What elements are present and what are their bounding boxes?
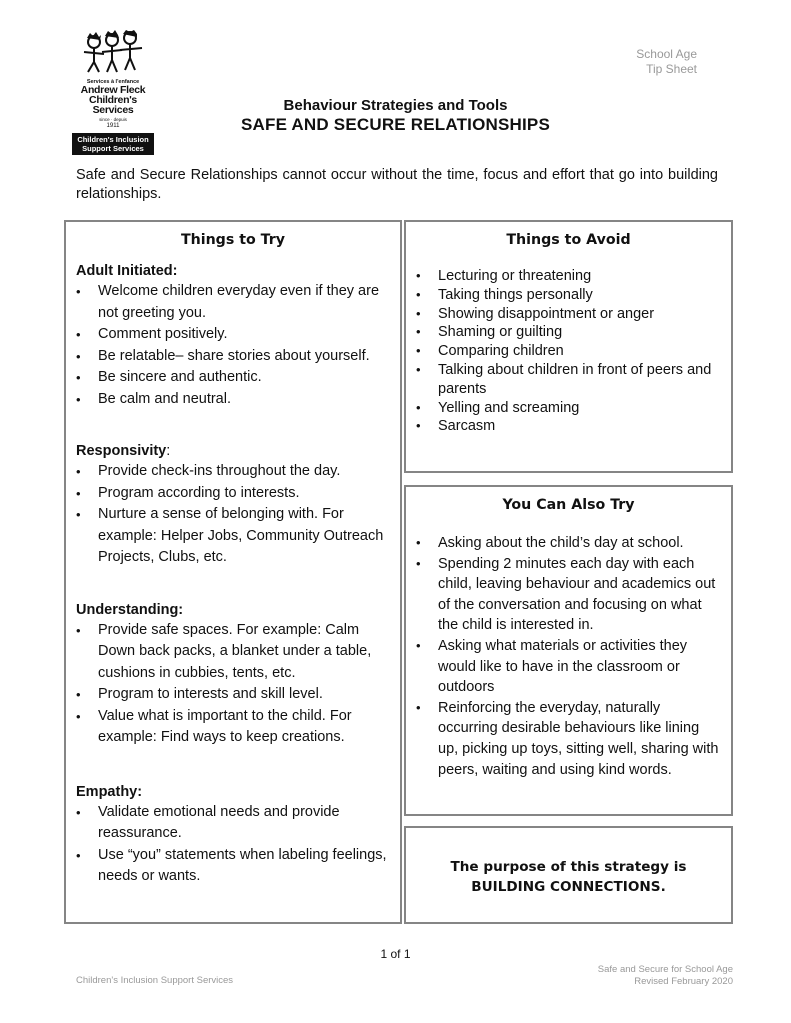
logo-name-line2: Children's Services [89,94,137,116]
logo-badge [72,133,154,155]
list-item: • Showing disappointment or anger [416,305,721,324]
footer-document-info [598,964,733,988]
tip-line1: School Age [636,47,697,61]
list-item: • Value what is important to the child. For example: Find ways to keep creations. [76,706,390,749]
list-item: • Provide check-ins throughout the day. [76,461,390,483]
page-subtitle: SAFE AND SECURE RELATIONSHIPS [241,115,550,134]
logo-year: 1911 [106,123,120,129]
tip-line2: Tip Sheet [646,62,697,76]
list-item: • Taking things personally [416,286,721,305]
list-item: • Nurture a sense of belonging with. For example: Helper Jobs, Community Outreach Projects, Clubs, etc. [76,504,390,569]
purpose-line1: The purpose of this strategy is [450,859,687,875]
list-item: • Validate emotional needs and provide reassurance. [76,802,390,845]
list-item: • Asking what materials or activities they would like to have in the classroom or outdoors [416,636,721,698]
list-item: • Comment positively. [76,324,390,346]
tip-sheet-label [636,47,697,77]
logo-name-line1: Andrew Fleck [80,84,146,96]
things-to-try-heading: Things to Try [180,232,286,248]
purpose-statement [450,853,686,897]
page-number: 1 of 1 [380,947,411,961]
things-to-avoid-list [416,267,721,436]
list-item: • Reinforcing the everyday, naturally occurring desirable behaviours like lining up, picking up toys, sitting well, sharing with peers, waiting and using kind words. [416,698,721,780]
footer-doc-title: Safe and Secure for School Age [597,964,733,975]
section-title: Responsivity [76,443,167,459]
children-figures-icon [72,30,154,74]
section-title: Understanding: [76,601,184,618]
footer-revision-date: Revised February 2020 [634,976,733,987]
list-item: • Yelling and screaming [416,399,721,418]
you-can-also-try-list [416,533,721,780]
things-to-avoid-box [404,220,733,473]
list-item: • Program according to interests. [76,483,390,505]
list-item: • Talking about children in front of peers and parents [416,361,721,399]
list-item: • Be sincere and authentic. [76,367,390,389]
list-item: • Program to interests and skill level. [76,684,390,706]
list-item: • Sarcasm [416,417,721,436]
things-to-avoid-heading: Things to Avoid [506,232,631,248]
responsivity-list [76,461,390,569]
things-to-try-box [64,220,402,924]
list-item: • Use “you” statements when labeling feelings, needs or wants. [76,845,390,888]
section-heading-empathy [76,783,390,802]
empathy-list [76,802,390,888]
intro-paragraph: Safe and Secure Relationships cannot occur without the time, focus and effort that go into building relationships. [76,167,718,202]
list-item: • Comparing children [416,342,721,361]
purpose-box [404,826,733,924]
section-heading-responsivity [76,442,390,461]
logo-tagline: Services à l'enfance [86,79,140,85]
list-item: • Spending 2 minutes each day with each child, leaving behaviour and academics out of the conversation and focusing on what the child is interested in. [416,554,721,636]
list-item: • Shaming or guilting [416,323,721,342]
section-heading-adult-initiated [76,262,390,281]
section-title-suffix: : [166,443,171,459]
you-can-also-try-box [404,485,733,816]
section-title: Adult Initiated: [76,263,178,279]
you-can-also-try-heading: You Can Also Try [502,497,635,513]
footer-organization: Children's Inclusion Support Services [76,975,234,986]
list-item: • Lecturing or threatening [416,267,721,286]
understanding-list [76,620,390,749]
page-title-block [0,94,791,135]
page-title: Behaviour Strategies and Tools [283,97,508,114]
section-title: Empathy: [76,783,143,800]
list-item: • Welcome children everyday even if they are not greeting you. [76,281,390,324]
logo-since: since · depuis [99,117,127,122]
logo-badge-line2: Support Services [82,144,144,153]
purpose-line2: BUILDING CONNECTIONS. [471,879,666,895]
section-heading-understanding [76,601,390,620]
logo-badge-line1: Children's Inclusion [77,135,149,144]
list-item: • Be relatable– share stories about yourself. [76,346,390,368]
list-item: • Asking about the child’s day at school. [416,533,721,554]
list-item: • Provide safe spaces. For example: Calm Down back packs, a blanket under a table, cushions in cubbies, tents, etc. [76,620,390,685]
adult-initiated-list [76,281,390,410]
list-item: • Be calm and neutral. [76,389,390,411]
